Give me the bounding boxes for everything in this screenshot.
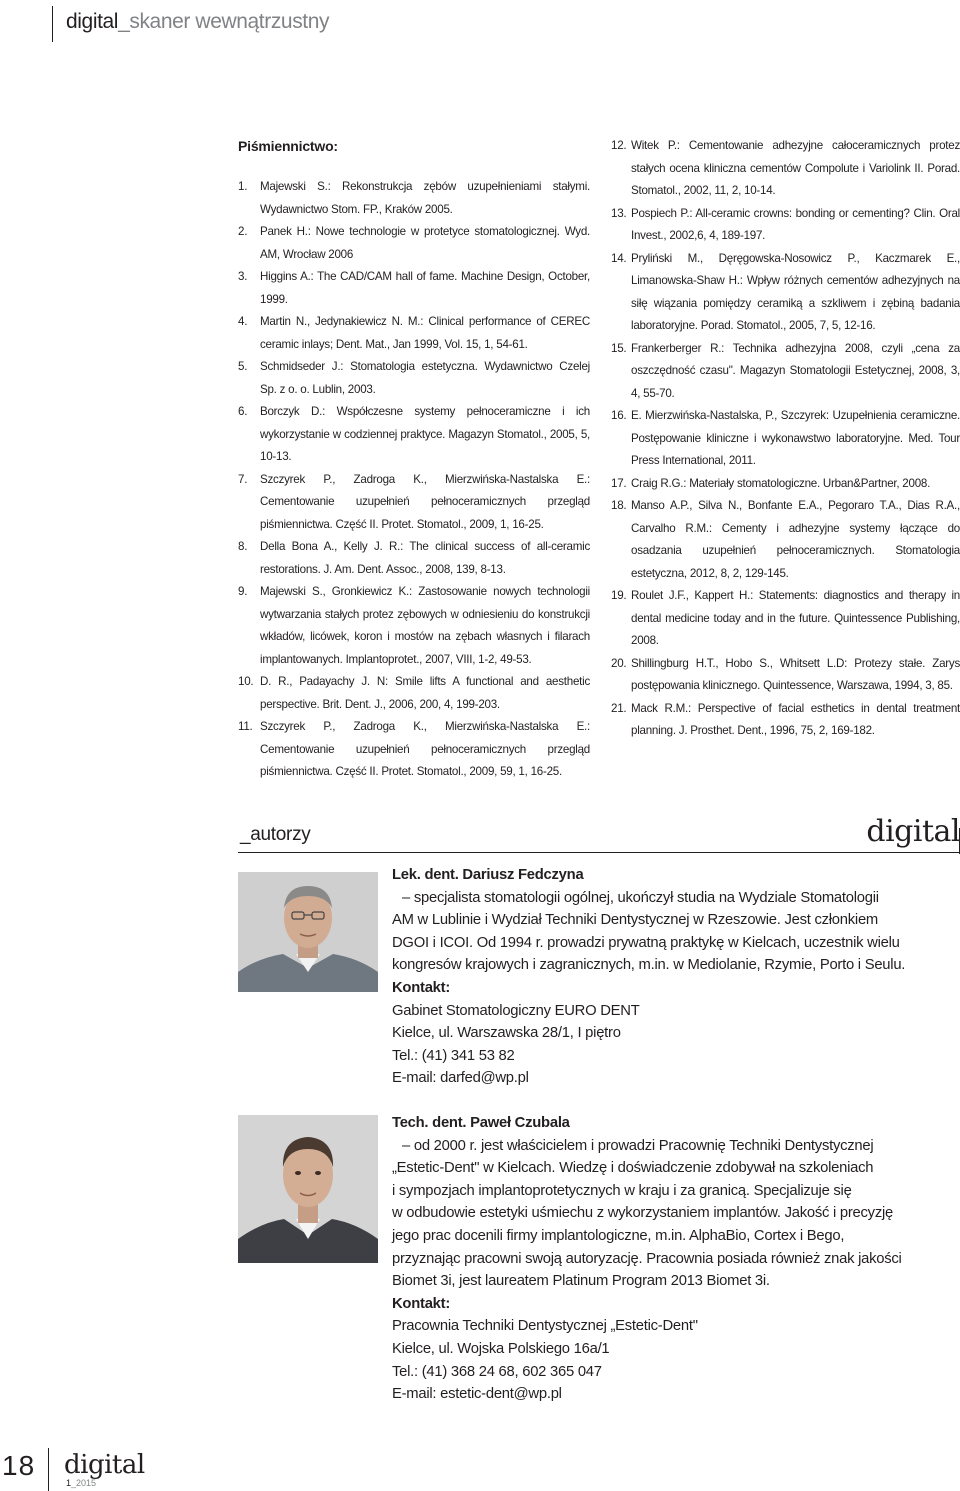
contact-line: Tel.: (41) 341 53 82 [392, 1047, 515, 1064]
footer-issue [66, 1478, 96, 1488]
author-bio-2 [392, 1112, 902, 1406]
reference-item [238, 311, 590, 356]
author-bio-1 [392, 864, 905, 1090]
reference-text: Manso A.P., Silva N., Bonfante E.A., Pegoraro T.A., Dias R.A., Carvalho R.M.: Cementy i adhezyjne systemy łączące do osadzania uzupełnień pełnoceramicznych. Stomatologia estetyczna, 2012, 8, 2, 129-145. [631, 499, 960, 580]
footer-divider [48, 1448, 49, 1491]
reference-item [611, 585, 960, 653]
reference-text: Craig R.G.: Materiały stomatologiczne. Urban&Partner, 2008. [631, 476, 931, 490]
reference-item [238, 716, 590, 784]
reference-text: Martin N., Jedynakiewicz N. M.: Clinical performance of CEREC ceramic inlays; Dent. Mat., Jan 1999, Vol. 15, 1, 54-61. [260, 315, 590, 351]
reference-text: E. Mierzwińska-Nastalska, P., Szczyrek: Uzupełnienia ceramiczne. Postępowanie kliniczne i wykonawstwo laboratoryjne. Med. Tour Press International, 2011. [631, 409, 960, 467]
contact-line: Tel.: (41) 368 24 68, 602 365 047 [392, 1363, 602, 1380]
authors-section-rule [238, 852, 960, 853]
contact-line: Kielce, ul. Warszawska 28/1, I piętro [392, 1025, 621, 1042]
reference-number: 15. [611, 341, 627, 355]
reference-number: 12. [611, 139, 627, 152]
reference-number: 18. [611, 499, 627, 512]
reference-item [238, 671, 590, 716]
author-name: Tech. dent. Paweł Czubala [392, 1115, 570, 1131]
reference-text: Higgins A.: The CAD/CAM hall of fame. Machine Design, October, 1999. [260, 270, 590, 306]
reference-item [611, 495, 960, 585]
reference-item [238, 356, 590, 401]
reference-number: 17. [611, 476, 627, 490]
reference-item [611, 698, 960, 743]
reference-text: Frankerberger R.: Technika adhezyjna 2008, czyli „cena za oszczędność czasu". Magazyn Stomatologii Estetycznej, 2008, 3, 4, 55-70. [631, 341, 960, 400]
reference-number: 10. [238, 675, 254, 688]
references-left-column [238, 176, 590, 784]
reference-number: 4. [238, 315, 248, 328]
contact-label: Kontakt: [392, 1295, 451, 1312]
reference-number: 20. [611, 656, 627, 670]
reference-item [611, 473, 960, 496]
reference-item [238, 266, 590, 311]
reference-item [611, 405, 960, 473]
references-right-column [611, 135, 960, 743]
page-number: 18 [2, 1450, 36, 1481]
author-bio-line: kongresów krajowych i zagranicznych, m.in. w Mediolanie, Rzymie, Porto i Seulu. [392, 957, 906, 974]
reference-text: Szczyrek P., Zadroga K., Mierzwińska-Nastalska E.: Cementowanie uzupełnień pełnoceramicznych przegląd piśmiennictwa. Część II. Protet. Stomatol., 2009, 1, 16-25. [260, 472, 590, 531]
author-bio-line: – od 2000 r. jest właścicielem i prowadzi Pracownię Techniki Dentystycznej [402, 1137, 874, 1154]
header-section: _skaner wewnątrzustny [118, 10, 330, 33]
footer-logo: digital [64, 1450, 145, 1480]
contact-email: E-mail: estetic-dent@wp.pl [392, 1386, 562, 1403]
reference-number: 14. [611, 251, 627, 265]
author-name: Lek. dent. Dariusz Fedczyna [392, 867, 584, 883]
reference-text: D. R., Padayachy J. N: Smile lifts A functional and aesthetic perspective. Brit. Dent. J., 2006, 200, 4, 199-203. [260, 675, 590, 711]
reference-text: Szczyrek P., Zadroga K., Mierzwińska-Nastalska E.: Cementowanie uzupełnień pełnoceramicznych przegląd piśmiennictwa. Część II. Protet. Stomatol., 2009, 59, 1, 16-25. [260, 720, 590, 778]
reference-item [238, 581, 590, 671]
reference-text: Shillingburg H.T., Hobo S., Whitsett L.D: Protezy stałe. Zarys postępowania klinicznego. Quintessence, Warszawa, 1994, 3, 85. [631, 656, 960, 692]
author-photo [238, 1115, 378, 1263]
digital-logo: digital [866, 814, 960, 849]
author-bio-line: AM w Lublinie i Wydział Techniki Dentystycznej w Rzeszowie. Jest członkiem [392, 912, 879, 929]
reference-number: 11. [238, 720, 253, 733]
reference-text: Mack R.M.: Perspective of facial esthetics in dental treatment planning. J. Prosthet. Dent., 1996, 75, 2, 169-182. [631, 701, 960, 737]
reference-text: Roulet J.F., Kappert H.: Statements: diagnostics and therapy in dental medicine today and in the future. Quintessence Publishing, 2008. [631, 589, 960, 647]
references-title: Piśmiennictwo: [238, 138, 338, 154]
author-bio-line: w odbudowie estetyki uśmiechu z wykorzystaniem implantów. Jakość i precyzję [392, 1205, 893, 1222]
reference-text: Panek H.: Nowe technologie w protetyce stomatologicznej. Wyd. AM, Wrocław 2006 [260, 225, 590, 261]
reference-number: 19. [611, 589, 627, 602]
reference-number: 21. [611, 701, 627, 715]
reference-text: Schmidseder J.: Stomatologia estetyczna. Wydawnictwo Czelej Sp. z o. o. Lublin, 2003. [260, 360, 590, 396]
reference-number: 2. [238, 225, 248, 238]
reference-item [238, 536, 590, 581]
author-bio-line: Biomet 3i, jest laureatem Platinum Program 2013 Biomet 3i. [392, 1273, 770, 1290]
reference-text: Witek P.: Cementowanie adhezyjne całoceramicznych protez stałych ocena kliniczna cementów Compolute i Variolink II. Porad. Stomatol., 2002, 11, 2, 10-14. [631, 139, 960, 197]
author-bio-line: i sympozjach implantoprotetycznych w kraju i za granicą. Specjalizuje się [392, 1182, 852, 1199]
reference-item [611, 248, 960, 338]
reference-text: Pospiech P.: All-ceramic crowns: bonding or cementing? Clin. Oral Invest., 2002,6, 4, 189-197. [631, 206, 960, 242]
reference-item [611, 203, 960, 248]
reference-number: 6. [238, 405, 248, 418]
header-divider [52, 6, 53, 42]
reference-item [238, 401, 590, 469]
issue-year: _2015 [71, 1478, 97, 1488]
author-bio-line: jego prac docenili firmy implantologiczne, m.in. AlphaBio, Cortex i Bego, [392, 1227, 845, 1244]
reference-number: 16. [611, 409, 627, 422]
reference-number: 8. [238, 540, 248, 553]
author-bio-line: – specjalista stomatologii ogólnej, ukończył studia na Wydziale Stomatologii [402, 889, 879, 906]
reference-number: 3. [238, 270, 248, 283]
reference-item [611, 135, 960, 203]
reference-number: 9. [238, 585, 248, 598]
authors-section-label: _autorzy [240, 824, 311, 845]
author-photo [238, 872, 378, 992]
author-bio-line: DGOI i ICOI. Od 1994 r. prowadzi prywatną praktykę w Kielcach, uczestnik wielu [392, 934, 900, 951]
reference-number: 7. [238, 472, 248, 486]
issue-number: 1 [66, 1478, 72, 1488]
reference-text: Pryliński M., Dęręgowska-Nosowicz P., Kaczmarek E., Limanowska-Shaw H.: Wpływ różnych cementów adhezyjnych na siłę wiązania pomiędzy ceramiką a szkliwem i zębiną badania laboratoryjne. Porad. Stomatol., 2005, 7, 5, 12-16. [631, 251, 960, 332]
header-brand: digital [66, 10, 119, 33]
contact-line: Pracownia Techniki Dentystycznej „Estetic-Dent" [392, 1318, 698, 1335]
reference-text: Majewski S., Gronkiewicz K.: Zastosowanie nowych technologii wytwarzania stałych protez zębowych w odniesieniu do konstrukcji wkładów, licówek, koron i mostów na zębach własnych i filarach implantowanych. Implantoprotet., 2007, VIII, 1-2, 49-53. [260, 585, 590, 666]
reference-item [611, 338, 960, 406]
contact-line: Kielce, ul. Wojska Polskiego 16a/1 [392, 1340, 610, 1357]
running-header [66, 10, 329, 34]
reference-number: 5. [238, 360, 248, 373]
reference-item [238, 176, 590, 221]
reference-text: Della Bona A., Kelly J. R.: The clinical success of all-ceramic restorations. J. Am. Dent. Assoc., 2008, 139, 8-13. [260, 540, 590, 576]
reference-text: Borczyk D.: Współczesne systemy pełnoceramiczne i ich wykorzystanie w codziennej praktyce. Magazyn Stomatol., 2005, 5, 10-13. [260, 405, 590, 463]
reference-item [611, 653, 960, 698]
author-bio-line: „Estetic-Dent" w Kielcach. Wiedzę i doświadczenie zdobywał na szkoleniach [392, 1160, 874, 1177]
author-bio-line: przyznając pracowni swoją autoryzację. Pracownia posiada również znak jakości [392, 1250, 902, 1267]
reference-number: 1. [238, 180, 248, 193]
contact-label: Kontakt: [392, 979, 451, 996]
reference-item [238, 221, 590, 266]
reference-number: 13. [611, 206, 627, 220]
contact-line: Gabinet Stomatologiczny EURO DENT [392, 1002, 640, 1019]
contact-email: E-mail: darfed@wp.pl [392, 1070, 529, 1087]
reference-item [238, 469, 590, 537]
reference-text: Majewski S.: Rekonstrukcja zębów uzupełnieniami stałymi. Wydawnictwo Stom. FP., Kraków 2005. [260, 180, 590, 216]
